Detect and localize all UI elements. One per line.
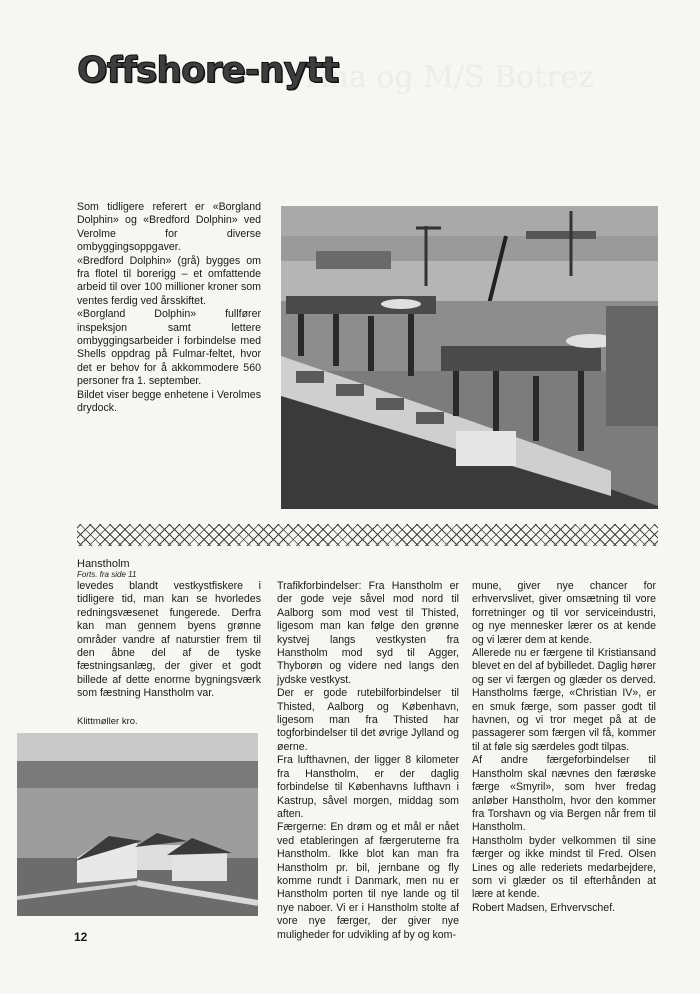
text-column-2: [277, 580, 459, 942]
column-paragraph: Trafikforbindelser: Fra Hanstholm er der gode veje såvel mod nord til Aalborg som mod vest til Thisted, ligesom man kan følge den grønne kystvej langs vestkysten fra Hanstholm mod syd til Agger, Thyborøn og videre ned langs den jydske vestkyst.: [277, 580, 459, 686]
klittmoller-photo: [17, 733, 258, 916]
drydock-photo: [281, 206, 658, 509]
intro-paragraph: Bildet viser begge enhetene i Verolmes drydock.: [77, 388, 261, 415]
intro-paragraph: Som tidligere referert er «Borgland Dolphin» og «Bredford Dolphin» ved Verolme for diverse ombyggingsoppgaver.: [77, 201, 261, 254]
section-title: Hanstholm: [77, 558, 130, 570]
column-paragraph: levedes blandt vestkystfiskere i tidligere tid, man kan se hvorledes redningsvæsenet fungerede. Derfra kan man gennem byens grønne områder vandre af naturstier frem til den åbne del af de tyske fæstningsanlæg, der giver et godt billede af dette enorme bygningsværk som fæstning Hanstholm var.: [77, 580, 261, 700]
intro-paragraph: «Borgland Dolphin» fullfører inspeksjon samt lettere ombyggingsarbeider i forbindelse med Shells oppdrag på Fulmar-feltet, hvor det er behov for å akkommodere 560 personer fra 1. september.: [77, 308, 261, 388]
page-number: 12: [74, 930, 88, 944]
column-paragraph: Af andre færgeforbindelser til Hanstholm skal nævnes den færøske færge «Smyril», som hver fredag anløber Hanstholm, hvor den kommer fra Torshavn og via Bergen når frem til Hanstholm.: [472, 754, 656, 834]
section-subtitle: Forts. fra side 11: [77, 570, 137, 579]
column-paragraph: mune, giver nye chancer for erhvervslivet, giver omsætning til vore forretninger og til vor serviceindustri, og nye mennesker lærer os at kende og vi lærer dem at kende.: [472, 580, 656, 646]
text-column-1: [77, 580, 261, 701]
page-title: Offshore-nytt: [77, 50, 339, 91]
decorative-border: [77, 522, 658, 548]
column-paragraph: Fra lufthavnen, der ligger 8 kilometer fra Hanstholm, er der daglig forbindelse til Københavns lufthavn i Kastrup, såvel morgen, middag som aften.: [277, 754, 459, 820]
column-paragraph: Færgerne: En drøm og et mål er nået ved etableringen af færgeruterne fra Hanstholm. Ikke blot kan man fra Hanstholm pr. bil, jernbane og fly komme rundt i Danmark, men nu er Hanstholm porten til nye lande og til nye naboer. Vi er i Hanstholm stolte af vore nye færger, der giver nye muligheder for udvikling af by og kom-: [277, 821, 459, 941]
intro-paragraph: «Bredford Dolphin» (grå) bygges om fra flotel til borerigg – et omfattende arbeid til over 100 millioner kroner som ventes ferdig ved årsskiftet.: [77, 254, 261, 307]
ghost-heading: Tina og M/S Botrez: [300, 60, 595, 95]
intro-column: [77, 201, 261, 416]
text-column-3: [472, 580, 656, 915]
photo-caption: Klittmøller kro.: [77, 716, 138, 727]
column-paragraph: Hanstholm byder velkommen til sine færger og ikke mindst til Fred. Olsen Lines og alle rederiets medarbejdere, som vi glæder os til efterhånden at lære at kende.: [472, 834, 656, 901]
signature-line: Robert Madsen, Erhvervschef.: [472, 901, 616, 914]
column-paragraph: Der er gode rutebilforbindelser til Thisted, Aalborg og København, ligesom man fra Thisted har togforbindelser til det øvrige Jylland og øerne.: [277, 687, 459, 753]
column-paragraph: Allerede nu er færgene til Kristiansand blevet en del af bybilledet. Daglig hører og ser vi færgen og glæder os derved. Hanstholms færge, «Christian IV», er en smuk færge, som passer godt til havnen, og vi tror meget på at de passagerer som færgen vil få, kommer til at føle sig særdeles godt tilpas.: [472, 647, 656, 753]
